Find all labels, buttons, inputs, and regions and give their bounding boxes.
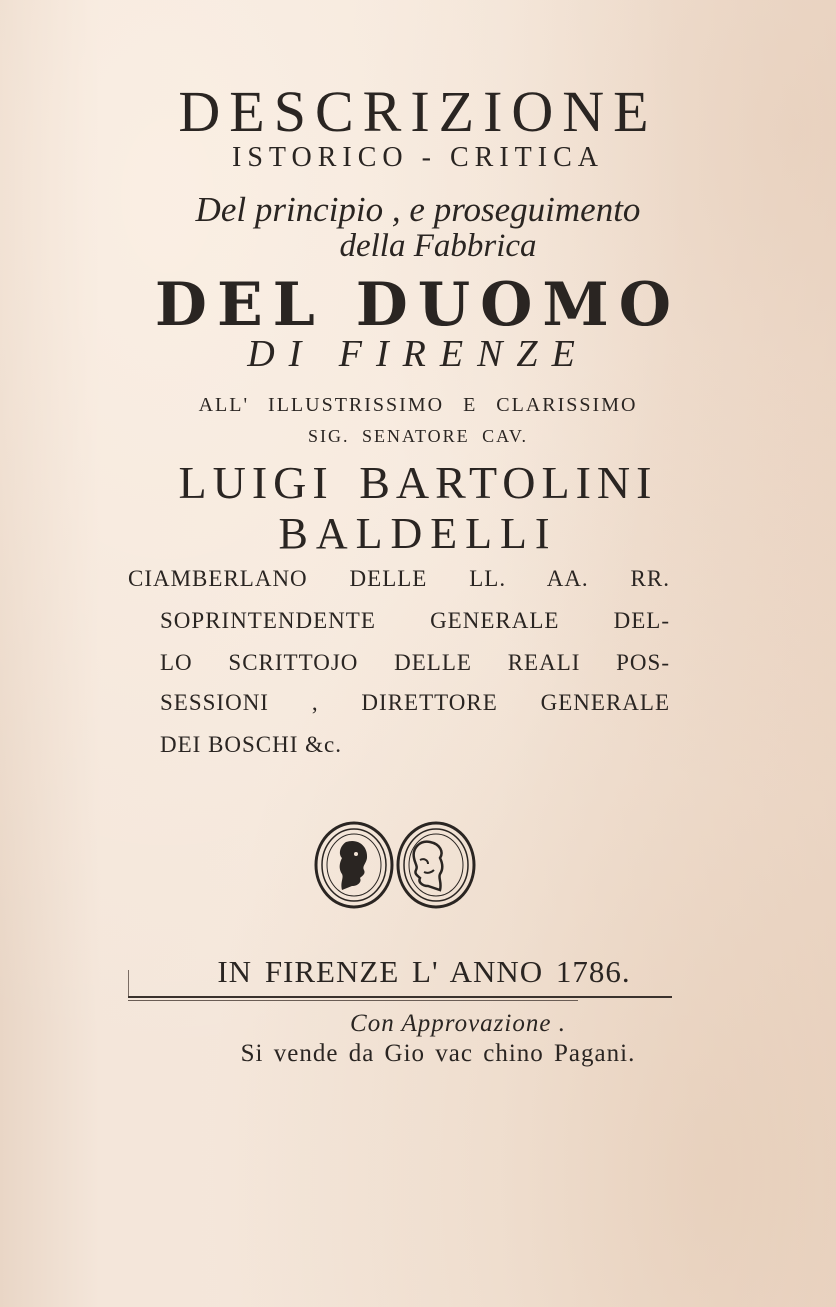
dedicatee-name-line-1: LUIGI BARTOLINI bbox=[178, 457, 658, 508]
seller-line: Si vende da Gio vac chino Pagani. bbox=[240, 1040, 636, 1067]
offices-line: LO SCRITTOJO DELLE REALI POS- bbox=[160, 650, 670, 675]
description-line-1: Del principio , e proseguimento bbox=[195, 190, 641, 229]
dedication-line-1: ALL' ILLUSTRISSIMO E CLARISSIMO bbox=[198, 394, 638, 416]
imprint-rule-thin bbox=[128, 1000, 578, 1001]
book-subtitle: ISTORICO - CRITICA bbox=[232, 142, 604, 173]
offices-line: CIAMBERLANO DELLE LL. AA. RR. bbox=[128, 566, 670, 591]
twin-portrait-medallions-icon bbox=[312, 820, 482, 910]
rule-edge-mark bbox=[128, 970, 129, 996]
approval-line: Con Approvazione . bbox=[350, 1010, 566, 1037]
imprint-line: IN FIRENZE L' ANNO 1786. bbox=[217, 954, 631, 989]
offices-line: DEI BOSCHI &c. bbox=[160, 732, 343, 757]
offices-line: SOPRINTENDENTE GENERALE DEL- bbox=[160, 608, 670, 633]
dedication-line-2: SIG. SENATORE CAV. bbox=[307, 426, 529, 446]
description-line-2: della Fabbrica bbox=[339, 228, 537, 264]
subject-heading: DEL DUOMO bbox=[154, 270, 682, 340]
dedicatee-name-line-2: BALDELLI bbox=[278, 509, 558, 558]
imprint-rule bbox=[128, 996, 672, 998]
book-title: DESCRIZIONE bbox=[178, 79, 658, 144]
city-heading: DI FIRENZE bbox=[247, 333, 589, 375]
offices-line: SESSIONI , DIRETTORE GENERALE bbox=[160, 690, 670, 715]
